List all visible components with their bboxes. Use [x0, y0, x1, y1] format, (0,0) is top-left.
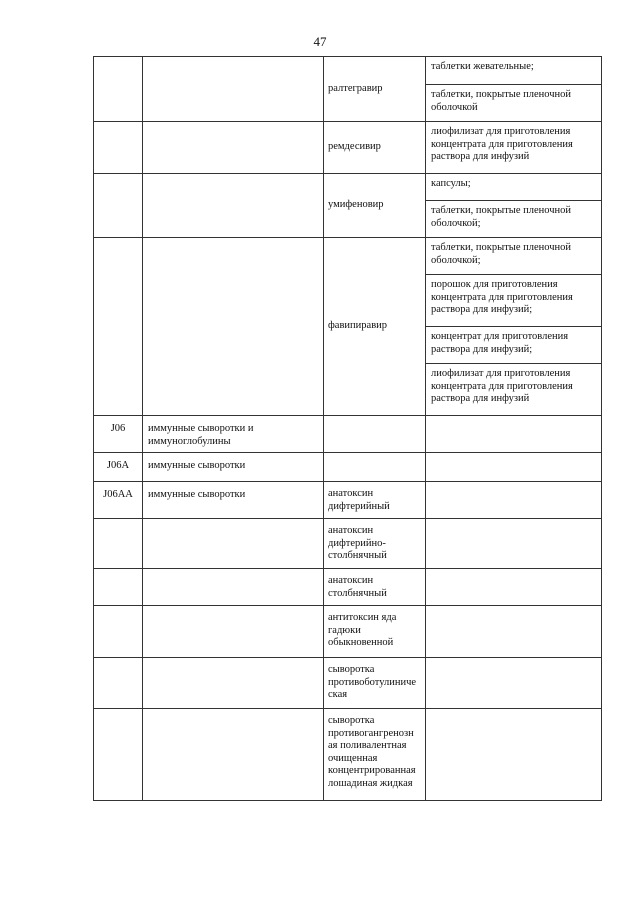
dosage-forms-cell: [426, 606, 602, 658]
atc-code-cell: [94, 658, 143, 709]
table-row: [94, 57, 602, 122]
dosage-forms-cell: [426, 709, 602, 801]
atc-code-cell: [94, 174, 143, 238]
group-name-cell: [143, 238, 324, 416]
drug-name-cell: [324, 453, 426, 482]
dosage-form: [426, 453, 601, 457]
page-number: 47: [313, 34, 327, 49]
table-row: [94, 519, 602, 569]
drug-name-cell: сыворотка противоботулиниче ская: [324, 658, 426, 709]
dosage-forms-cell: [426, 453, 602, 482]
dosage-form: [426, 569, 601, 573]
dosage-form: таблетки, покрытые пленочной оболочкой: [426, 84, 601, 121]
dosage-form: таблетки жевательные;: [431, 61, 534, 72]
atc-code-cell: [94, 519, 143, 569]
group-name-cell: [143, 519, 324, 569]
dosage-forms-cell: [426, 482, 602, 519]
group-name-cell: [143, 57, 324, 122]
dosage-forms-cell: [426, 658, 602, 709]
drug-name-cell: анатоксин дифтерийно-столбнячный: [324, 519, 426, 569]
drug-name-cell: сыворотка противогангренозн ая поливалентная очищенная концентрированная лошадиная жидкая: [324, 709, 426, 801]
group-name-cell: [143, 569, 324, 606]
dosage-form: концентрат для приготовления раствора для инфузий;: [426, 326, 601, 363]
group-name-cell: [143, 606, 324, 658]
atc-code-cell: J06AA: [94, 482, 143, 519]
dosage-forms-cell: [426, 238, 602, 416]
dosage-form: [426, 416, 601, 420]
table-row: [94, 606, 602, 658]
atc-code-cell: [94, 122, 143, 174]
dosage-forms-cell: [426, 57, 602, 122]
drug-name-cell: антитоксин яда гадюки обыкновенной: [324, 606, 426, 658]
atc-code-cell: [94, 709, 143, 801]
dosage-forms-cell: [426, 569, 602, 606]
dosage-forms-cell: [426, 416, 602, 453]
group-name-cell: [143, 122, 324, 174]
drug-name-cell: умифеновир: [324, 174, 426, 238]
dosage-form: [426, 482, 601, 486]
table-row: [94, 709, 602, 801]
table-row: [94, 658, 602, 709]
group-name-cell: иммунные сыворотки: [143, 453, 324, 482]
drug-table: [93, 56, 602, 801]
drug-name-cell: ремдесивир: [324, 122, 426, 174]
group-name-cell: [143, 709, 324, 801]
table-row: [94, 453, 602, 482]
dosage-forms-cell: [426, 519, 602, 569]
dosage-form: таблетки, покрытые пленочной оболочкой;: [426, 200, 601, 237]
atc-code-cell: [94, 238, 143, 416]
atc-code-cell: [94, 606, 143, 658]
dosage-form: таблетки, покрытые пленочной оболочкой;: [431, 242, 572, 266]
atc-code-cell: J06: [94, 416, 143, 453]
group-name-cell: [143, 658, 324, 709]
table-row: [94, 174, 602, 238]
drug-name-cell: [324, 416, 426, 453]
table-row: [94, 416, 602, 453]
table-row: [94, 482, 602, 519]
drug-name-cell: фавипиравир: [324, 238, 426, 416]
table-row: [94, 238, 602, 416]
atc-code-cell: [94, 569, 143, 606]
dosage-form: [426, 606, 601, 610]
group-name-cell: [143, 174, 324, 238]
group-name-cell: иммунные сыворотки и иммуноглобулины: [143, 416, 324, 453]
table-row: [94, 122, 602, 174]
atc-code-cell: J06A: [94, 453, 143, 482]
dosage-form: капсулы;: [431, 178, 471, 189]
dosage-form: [426, 658, 601, 662]
dosage-form: [426, 709, 601, 713]
dosage-form: порошок для приготовления концентрата для приготовления раствора для инфузий;: [426, 274, 601, 326]
drug-name-cell: ралтегравир: [324, 57, 426, 122]
table-row: [94, 569, 602, 606]
drug-name-cell: анатоксин столбнячный: [324, 569, 426, 606]
dosage-form: [426, 519, 601, 523]
atc-code-cell: [94, 57, 143, 122]
dosage-form: лиофилизат для приготовления концентрата для приготовления раствора для инфузий: [431, 126, 573, 162]
drug-name-cell: анатоксин дифтерийный: [324, 482, 426, 519]
dosage-form: лиофилизат для приготовления концентрата для приготовления раствора для инфузий: [426, 363, 601, 415]
dosage-forms-cell: [426, 174, 602, 238]
dosage-forms-cell: [426, 122, 602, 174]
group-name-cell: иммунные сыворотки: [143, 482, 324, 519]
